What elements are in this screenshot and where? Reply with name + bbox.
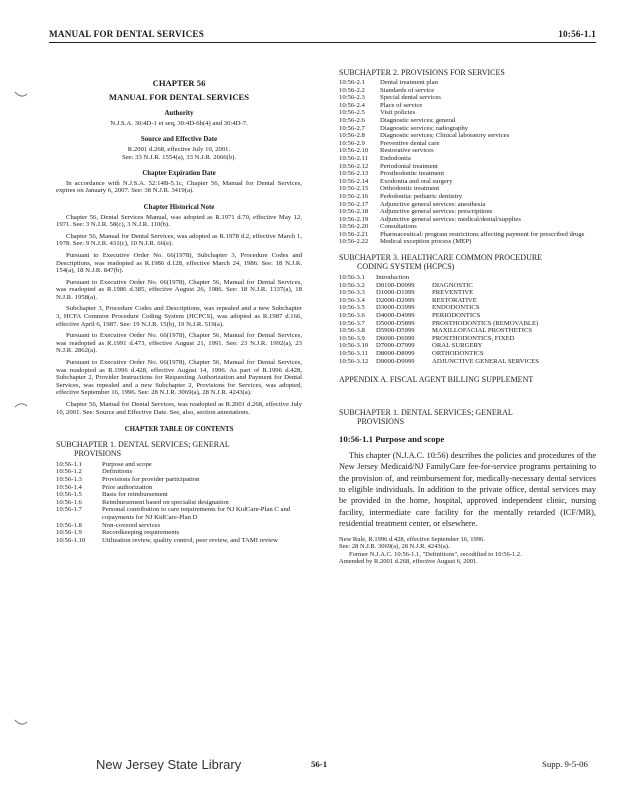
- hcpcs-entry: [339, 335, 596, 343]
- toc-number: 10:56-2.8: [339, 132, 365, 140]
- history-paragraph: Chapter 56, Manual for Dental Services, was adopted as R.1978 d.2, effective March 1, 1978. See: 9 N.J.R. 431(c), 10 N.J.R. 66(e).: [56, 232, 302, 248]
- toc-number: 10:56-2.5: [339, 109, 365, 117]
- hcpcs-code-range: D8000-D8999: [376, 350, 415, 357]
- toc-list: [339, 79, 596, 246]
- hcpcs-entry: [339, 289, 596, 297]
- toc-number: 10:56-2.10: [339, 147, 369, 155]
- chapter-name: MANUAL FOR DENTAL SERVICES: [108, 91, 250, 102]
- hcpcs-title: RESTORATIVE: [432, 296, 477, 304]
- toc-number: 10:56-1.5: [56, 491, 82, 499]
- history-note: New Rule, R.1996 d.428, effective September 16, 1996.: [339, 535, 485, 543]
- toc-title: Periodontal treatment: [380, 162, 438, 170]
- toc-number: 10:56-2.1: [339, 79, 365, 86]
- subchapter-heading-line: SUBCHAPTER 1. DENTAL SERVICES; GENERAL: [56, 439, 230, 449]
- toc-entry: [339, 79, 596, 87]
- history-paragraph: Chapter 56, Dental Services Manual, was adopted as R.1971 d.70, effective May 12, 1971. See: 3 N.J.R. 58(c), 3 N.J.R. 110(b).: [56, 213, 302, 229]
- left-column: [56, 68, 302, 544]
- running-header: [49, 28, 596, 43]
- hcpcs-code-range: D4000-D4999: [376, 312, 415, 320]
- source-line: See: 33 N.J.R. 1554(a), 33 N.J.R. 2666(b).: [121, 153, 237, 161]
- toc-entry: [339, 109, 596, 117]
- toc-entry: [339, 140, 596, 148]
- header-section-number: 10:56-1.1: [558, 29, 596, 39]
- hcpcs-title: ENDODONTICS: [432, 304, 480, 312]
- hcpcs-entry: [339, 312, 596, 320]
- toc-number: 10:56-2.16: [339, 192, 369, 200]
- toc-number: 10:56-2.13: [339, 170, 369, 178]
- toc-number: 10:56-2.3: [339, 94, 365, 102]
- hcpcs-title: DIAGNOSTIC: [432, 281, 473, 289]
- hcpcs-title: PREVENTIVE: [432, 289, 474, 297]
- toc-entry: [339, 102, 596, 110]
- toc-number: 10:56-2.7: [339, 124, 365, 132]
- toc-title: Utilization review, quality control, peer review, and TAMI review: [102, 536, 278, 544]
- toc-entry: [56, 499, 302, 507]
- authority-text: N.J.S.A. 30:4D-1 et seq, 30:4D-6b(4) and 30:4D-7.: [110, 119, 248, 127]
- subchapter-heading: [56, 440, 302, 458]
- toc-number: 10:56-3.2: [339, 281, 365, 289]
- section-body: This chapter (N.J.A.C. 10:56) describes the policies and procedures of the New Jersey Medicaid/NJ FamilyCare fee-for-service programs pertaining to the provision of, and reimbursement for, medically-necessary dental services to eligible individuals. In addition to the private office, dental services may be provided in the home, hospital, approved independent clinic, nursing facility, intermediate care facility for the mentally retarded (ICF/MR), residential treatment center, or elsewhere.: [339, 450, 596, 529]
- hcpcs-entry: [339, 327, 596, 335]
- library-stamp: New Jersey State Library: [96, 757, 242, 772]
- hcpcs-entry: [339, 297, 596, 305]
- toc-title: Consultations: [380, 223, 417, 231]
- subchapter-heading: SUBCHAPTER 2. PROVISIONS FOR SERVICES: [339, 68, 505, 77]
- hcpcs-code-range: D5900-D5999: [376, 327, 415, 335]
- toc-title: Non-covered services: [102, 521, 161, 529]
- toc-number: 10:56-1.1: [56, 460, 82, 468]
- toc-title: Exodontia and oral surgery: [380, 177, 453, 185]
- history-paragraph: Subchapter 3, Procedure Codes and Descriptions, was repealed and a new Subchapter 3, HCFA Common Procedure Coding System (HCPCS), was adopted as R.1987 d.166, effective April 6, 1987. See: 19 N.J.R. 15(b), 19 N.J.R. 519(a).: [56, 305, 302, 328]
- toc-number: 10:56-2.20: [339, 223, 369, 231]
- toc-title: Standards of service: [380, 86, 435, 94]
- toc-entry: [339, 178, 596, 186]
- hcpcs-code-range: D2000-D2999: [376, 296, 415, 304]
- hcpcs-entry: [339, 342, 596, 350]
- toc-title: Reimbursement based on specialist designation: [102, 498, 229, 506]
- history-paragraph: Pursuant to Executive Order No. 66(1978), Chapter 56, Manual for Dental Services, was readopted as R.1991 d.473, effective August 21, 1991. See: 23 N.J.R. 1992(a), 23 N.J.R. 2862(a).: [56, 332, 302, 355]
- history-paragraph: Pursuant to Executive Order No. 66(1978), Chapter 56, Manual for Dental Services, was readopted as R.1986 d.385, effective August 26, 1986. See: 18 N.J.R. 1337(a), 18 N.J.R. 1958(a).: [56, 278, 302, 301]
- toc-list: [56, 461, 302, 545]
- source-heading: Source and Effective Date: [140, 136, 218, 144]
- toc-number: 10:56-2.21: [339, 230, 369, 238]
- toc-number: 10:56-3.1: [339, 274, 365, 282]
- toc-entry: [56, 476, 302, 484]
- hcpcs-entry: [339, 304, 596, 312]
- header-title: MANUAL FOR DENTAL SERVICES: [49, 29, 205, 39]
- toc-number: 10:56-3.12: [339, 357, 369, 365]
- toc-entry: [56, 506, 302, 521]
- hcpcs-code-range: D9000-D9999: [376, 357, 415, 365]
- toc-number: 10:56-1.6: [56, 498, 82, 506]
- toc-title: Basis for reimbursement: [102, 491, 168, 499]
- toc-number: 10:56-3.6: [339, 312, 365, 320]
- subchapter-heading: [339, 253, 596, 271]
- toc-title: Diagnostic services; radiography: [380, 124, 469, 132]
- toc-title: Provisions for provider participation: [102, 475, 200, 483]
- history-paragraph: Pursuant to Executive Order No. 66(1978), Chapter 56, Manual for Dental Services, was readopted as R.1996 d.428, effective August 14, 1996. As part of R.1996 d.428, Subchapter 2, Provider Instructions for Requesting Authorization and Payment for Dental Services, was repealed and a new Subchapter 2, Provisions for Services, was adopted, effective September 16, 1996. See: 28 N.J.R. 3069(a), 28 N.J.R. 4243(a).: [56, 359, 302, 397]
- toc-entry: [339, 201, 596, 209]
- hcpcs-title: ORAL SURGERY: [432, 342, 483, 350]
- toc-title: Preventive dental care: [380, 139, 440, 147]
- toc-number: 10:56-3.9: [339, 334, 365, 342]
- toc-entry: [56, 529, 302, 537]
- toc-entry: [339, 238, 596, 246]
- toc-number: 10:56-3.3: [339, 289, 365, 297]
- toc-entry: [339, 125, 596, 133]
- toc-title: Prosthodontic treatment: [380, 170, 445, 178]
- subchapter-heading-line: CODING SYSTEM (HCPCS): [357, 262, 455, 272]
- toc-title: Diagnostic services; Clinical laboratory services: [380, 132, 510, 140]
- hcpcs-list: [339, 274, 596, 365]
- chapter-number: CHAPTER 56: [152, 78, 206, 88]
- hcpcs-code-range: D7000-D7999: [376, 342, 415, 350]
- toc-number: 10:56-3.5: [339, 304, 365, 312]
- toc-number: 10:56-2.6: [339, 116, 365, 124]
- punch-hole-mark: [13, 400, 29, 410]
- section-title: 10:56-1.1 Purpose and scope: [339, 434, 445, 445]
- history-heading: Chapter Historical Note: [143, 203, 215, 211]
- toc-title: Place of service: [380, 101, 423, 109]
- hcpcs-title: ORTHODONTICS: [432, 350, 484, 357]
- toc-entry: [339, 170, 596, 178]
- hcpcs-code-range: D0100-D0999: [376, 281, 415, 289]
- toc-entry: [56, 491, 302, 499]
- supplement-date: Supp. 9-5-06: [542, 759, 588, 769]
- toc-number: 10:56-3.4: [339, 296, 365, 304]
- punch-hole-mark: [13, 90, 29, 100]
- toc-title: Pharmaceutical: program restrictions affecting payment for prescribed drugs: [380, 230, 585, 238]
- hcpcs-code-range: D5000-D5899: [376, 319, 415, 327]
- toc-number: 10:56-3.11: [339, 350, 368, 357]
- toc-number: 10:56-1.7: [56, 506, 82, 514]
- toc-title: Adjunctive general services: anesthesia: [380, 200, 486, 208]
- punch-hole-mark: [13, 718, 29, 728]
- toc-title: Adjunctive general services: prescriptions: [380, 208, 493, 216]
- page-number: 56-1: [311, 759, 328, 769]
- toc-entry: [339, 208, 596, 216]
- history-paragraph: Chapter 56, Manual for Dental Services, was readopted as R.2001 d.268, effective July 10, 2001. See: Source and Effective Date. See, also, section annotations.: [56, 401, 302, 416]
- appendix-heading: APPENDIX A. FISCAL AGENT BILLING SUPPLEMENT: [339, 375, 534, 385]
- toc-entry: [339, 155, 596, 163]
- toc-heading: CHAPTER TABLE OF CONTENTS: [124, 426, 234, 434]
- authority-heading: Authority: [164, 110, 194, 118]
- toc-entry: [339, 185, 596, 193]
- hcpcs-title: ADJUNCTIVE GENERAL SERVICES: [432, 357, 539, 365]
- toc-title: Orthodontic treatment: [380, 185, 440, 193]
- toc-entry: [339, 216, 596, 224]
- toc-number: 10:56-2.9: [339, 139, 365, 147]
- toc-number: 10:56-2.18: [339, 208, 369, 216]
- toc-title: Visit policies: [380, 109, 416, 117]
- toc-number: 10:56-2.19: [339, 215, 369, 223]
- hcpcs-entry: [339, 282, 596, 290]
- toc-number: 10:56-3.8: [339, 327, 365, 335]
- toc-title: Restorative services: [380, 147, 434, 155]
- toc-number: 10:56-2.11: [339, 154, 368, 162]
- toc-title: Recordkeeping requirements: [102, 529, 180, 537]
- hcpcs-title: PROSTHODONTICS (REMOVABLE): [432, 319, 539, 327]
- toc-number: 10:56-2.14: [339, 177, 369, 185]
- subchapter-heading-line: PROVISIONS: [74, 448, 122, 458]
- toc-title: Diagnostic services; general: [380, 116, 456, 124]
- toc-number: 10:56-2.12: [339, 162, 369, 170]
- history-note: See: 28 N.J.R. 3069(a), 28 N.J.R. 4243(a).: [339, 543, 450, 551]
- subchapter-heading-line: SUBCHAPTER 3. HEALTHCARE COMMON PROCEDURE: [339, 253, 543, 263]
- toc-number: 10:56-2.2: [339, 86, 365, 94]
- toc-entry: [56, 468, 302, 476]
- toc-title: Special dental services: [380, 94, 441, 102]
- toc-number: 10:56-2.4: [339, 101, 365, 109]
- source-line: R.2001 d.268, effective July 10, 2001.: [127, 145, 231, 153]
- toc-entry: [339, 87, 596, 95]
- toc-number: 10:56-1.8: [56, 521, 82, 529]
- right-column: [339, 68, 596, 566]
- toc-title: Dental treatment plan: [380, 79, 438, 86]
- hcpcs-entry: [339, 274, 596, 282]
- hcpcs-title: PERIODONTICS: [432, 312, 481, 320]
- hcpcs-entry: [339, 320, 596, 328]
- hcpcs-entry: [339, 358, 596, 366]
- toc-title: Definitions: [102, 468, 133, 476]
- toc-number: 10:56-1.10: [56, 536, 86, 544]
- toc-number: 10:56-3.10: [339, 342, 369, 350]
- toc-title: Endodontia: [380, 154, 411, 162]
- toc-entry: [339, 163, 596, 171]
- hcpcs-title: MAXILLOFACIAL PROSTHETICS: [432, 327, 533, 335]
- toc-entry: [56, 461, 302, 469]
- toc-number: 10:56-1.2: [56, 468, 82, 476]
- toc-number: 10:56-3.7: [339, 319, 365, 327]
- history-note: Former N.J.A.C. 10:56-1.1, "Definitions", recodified to 10:56-1.2.: [349, 550, 522, 558]
- hcpcs-code-range: D1000-D1999: [376, 289, 415, 297]
- toc-title: Medical exception process (MEP): [380, 238, 472, 246]
- toc-entry: [339, 223, 596, 231]
- history-note: Amended by R.2001 d.268, effective August 6, 2001.: [339, 558, 478, 566]
- toc-entry: [339, 94, 596, 102]
- subchapter-heading: [339, 408, 596, 426]
- hcpcs-title: PROSTHODONTICS, FIXED: [432, 334, 515, 342]
- toc-title: Pedodontia: pediatric dentistry: [380, 192, 463, 200]
- toc-number: 10:56-2.22: [339, 238, 369, 246]
- hcpcs-title: [428, 274, 596, 282]
- history-paragraph: Pursuant to Executive Order No. 66(1978), Subchapter 3, Procedure Codes and Descriptions, was readopted as R.1986 d.128, effective March 24, 1986. See: 18 N.J.R. 154(a), 18 N.J.R. 847(b).: [56, 251, 302, 275]
- subchapter-heading-line: SUBCHAPTER 1. DENTAL SERVICES; GENERAL: [339, 408, 513, 418]
- toc-entry: [56, 537, 302, 545]
- toc-number: 10:56-1.4: [56, 483, 82, 491]
- toc-title: Personal contribution to care requirements for NJ KidCare-Plan C and copayments for NJ KidCare-Plan D: [102, 506, 291, 521]
- toc-title: Adjunctive general services: medical/dental/supplies: [380, 215, 521, 223]
- toc-entry: [339, 231, 596, 239]
- expiration-heading: Chapter Expiration Date: [142, 170, 216, 178]
- toc-title: Prior authorization: [102, 483, 153, 491]
- toc-entry: [56, 484, 302, 492]
- toc-number: 10:56-2.17: [339, 200, 369, 208]
- toc-number: 10:56-1.9: [56, 529, 82, 537]
- expiration-text: In accordance with N.J.S.A. 52:14B-5.1c, Chapter 56, Manual for Dental Services, expires on January 6, 2007. See: 38 N.J.R. 3419(a).: [56, 179, 302, 195]
- toc-title: Purpose and scope: [102, 460, 152, 468]
- hcpcs-code-range: Introduction: [376, 274, 410, 282]
- toc-number: 10:56-2.15: [339, 185, 369, 193]
- toc-entry: [56, 522, 302, 530]
- hcpcs-code-range: D6000-D6999: [376, 334, 415, 342]
- toc-number: 10:56-1.3: [56, 475, 82, 483]
- hcpcs-code-range: D3000-D3999: [376, 304, 415, 312]
- toc-entry: [339, 117, 596, 125]
- toc-entry: [339, 193, 596, 201]
- toc-entry: [339, 147, 596, 155]
- hcpcs-entry: [339, 350, 596, 358]
- subchapter-heading-line: PROVISIONS: [357, 417, 405, 427]
- toc-entry: [339, 132, 596, 140]
